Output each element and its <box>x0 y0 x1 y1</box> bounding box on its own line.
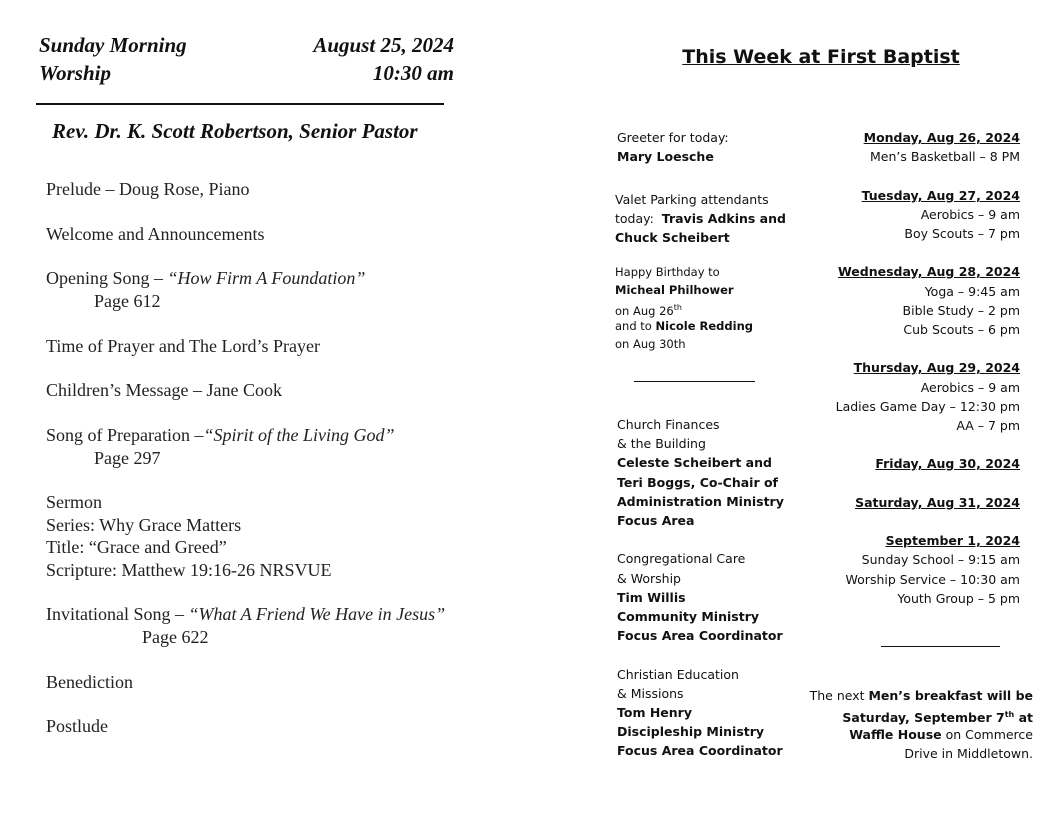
schedule-wednesday-item1: Yoga – 9:45 am <box>924 284 1020 299</box>
birthday-date2: on Aug 30th <box>615 337 686 351</box>
birthday-on1: on Aug 26 <box>615 303 674 318</box>
schedule-thursday: Thursday, Aug 29, 2024 <box>853 360 1020 375</box>
schedule-tuesday-item1: Aerobics – 9 am <box>920 207 1020 222</box>
sermon-series: Series: Why Grace Matters <box>46 515 242 535</box>
finance-name3: Administration Ministry <box>617 494 784 509</box>
opening-song-page: Page 612 <box>94 291 161 311</box>
prep-title: “Spirit of the Living God” <box>203 425 395 445</box>
edu-name1: Tom Henry <box>617 705 692 720</box>
edu-name3: Focus Area Coordinator <box>617 743 783 758</box>
schedule-wednesday-item2: Bible Study – 2 pm <box>902 303 1020 318</box>
birthday-line2 <box>615 317 753 335</box>
edu-label2: & Missions <box>617 686 684 701</box>
welcome: Welcome and Announcements <box>46 224 265 244</box>
invitational-page: Page 622 <box>142 627 209 647</box>
care-name3: Focus Area Coordinator <box>617 628 783 643</box>
greeter-name: Mary Loesche <box>617 149 714 164</box>
finance-label2: & the Building <box>617 436 706 451</box>
schedule-thursday-item2: Ladies Game Day – 12:30 pm <box>835 399 1020 414</box>
birthday-name1: Micheal Philhower <box>615 283 734 297</box>
schedule-divider <box>881 646 1000 647</box>
schedule-sunday-item3: Youth Group – 5 pm <box>897 591 1020 606</box>
service-date: August 25, 2024 <box>313 33 454 57</box>
schedule-tuesday-item2: Boy Scouts – 7 pm <box>904 226 1020 241</box>
care-label1: Congregational Care <box>617 551 746 566</box>
prelude: Prelude – Doug Rose, Piano <box>46 179 250 199</box>
postlude: Postlude <box>46 716 109 736</box>
invitational-song <box>46 603 445 626</box>
finance-name4: Focus Area <box>617 513 695 528</box>
service-time: 10:30 am <box>372 61 454 85</box>
song-of-preparation <box>46 424 395 447</box>
birthday-sup: th <box>673 303 682 312</box>
breakfast-pre: The next <box>809 688 869 703</box>
finance-name1: Celeste Scheibert and <box>617 455 772 470</box>
header-divider <box>36 103 444 105</box>
childrens-message: Children’s Message – Jane Cook <box>46 380 282 400</box>
finance-label1: Church Finances <box>617 417 720 432</box>
breakfast-line2 <box>842 705 1033 727</box>
valet-name1: Travis Adkins and <box>661 211 786 226</box>
schedule-tuesday: Tuesday, Aug 27, 2024 <box>861 188 1020 203</box>
care-label2: & Worship <box>617 571 681 586</box>
breakfast-sup: th <box>1004 710 1015 719</box>
breakfast-line4: Drive in Middletown. <box>904 746 1033 761</box>
prep-prefix: Song of Preparation – <box>46 425 204 445</box>
service-name-line1: Sunday Morning <box>39 33 187 57</box>
benediction: Benediction <box>46 672 133 692</box>
opening-song-prefix: Opening Song – <box>46 268 168 288</box>
breakfast-line3 <box>849 725 1033 744</box>
breakfast-event: Men’s breakfast will be <box>868 688 1033 703</box>
schedule-monday-item: Men’s Basketball – 8 PM <box>870 149 1020 164</box>
edu-label1: Christian Education <box>617 667 739 682</box>
prep-page: Page 297 <box>94 448 161 468</box>
valet-label: Valet Parking attendants <box>615 192 769 207</box>
prayer: Time of Prayer and The Lord’s Prayer <box>46 336 320 356</box>
birthday-and: and to <box>615 319 652 333</box>
valet-line2 <box>615 209 786 228</box>
sermon-title: Title: “Grace and Greed” <box>46 537 227 557</box>
birthday-label: Happy Birthday to <box>615 265 720 279</box>
breakfast-street: on Commerce <box>941 727 1033 742</box>
schedule-friday: Friday, Aug 30, 2024 <box>875 456 1020 471</box>
schedule-wednesday-item3: Cub Scouts – 6 pm <box>903 322 1020 337</box>
valet-name2: Chuck Scheibert <box>615 230 730 245</box>
schedule-monday: Monday, Aug 26, 2024 <box>863 130 1020 145</box>
opening-song-title: “How Firm A Foundation” <box>167 268 366 288</box>
schedule-sunday-item1: Sunday School – 9:15 am <box>861 552 1020 567</box>
care-name1: Tim Willis <box>617 590 686 605</box>
schedule-wednesday: Wednesday, Aug 28, 2024 <box>837 264 1020 279</box>
service-name-line2: Worship <box>39 61 111 85</box>
finance-name2: Teri Boggs, Co-Chair of <box>617 475 778 490</box>
edu-name2: Discipleship Ministry <box>617 724 765 739</box>
schedule-thursday-item3: AA – 7 pm <box>956 418 1020 433</box>
invitational-title: “What A Friend We Have in Jesus” <box>188 604 446 624</box>
schedule-sunday: September 1, 2024 <box>885 533 1020 548</box>
breakfast-venue: Waffle House <box>849 727 942 742</box>
care-name2: Community Ministry <box>617 609 760 624</box>
opening-song <box>46 267 365 290</box>
schedule-saturday: Saturday, Aug 31, 2024 <box>855 495 1020 510</box>
schedule-sunday-item2: Worship Service – 10:30 am <box>845 572 1020 587</box>
sermon: Sermon <box>46 492 102 512</box>
announcements-divider <box>634 381 755 382</box>
breakfast-date: Saturday, September 7 <box>842 710 1005 726</box>
schedule-thursday-item1: Aerobics – 9 am <box>920 380 1020 395</box>
breakfast-at: at <box>1014 710 1033 726</box>
valet-label-today: today: <box>615 211 654 226</box>
breakfast-line1 <box>810 686 1033 705</box>
pastor-name: Rev. Dr. K. Scott Robertson, Senior Pastor <box>52 119 418 143</box>
birthday-name2: Nicole Redding <box>655 319 754 333</box>
week-heading: This Week at First Baptist <box>682 46 960 68</box>
greeter-label: Greeter for today: <box>617 130 729 145</box>
invitational-prefix: Invitational Song – <box>46 604 189 624</box>
sermon-scripture: Scripture: Matthew 19:16-26 NRSVUE <box>46 560 332 580</box>
